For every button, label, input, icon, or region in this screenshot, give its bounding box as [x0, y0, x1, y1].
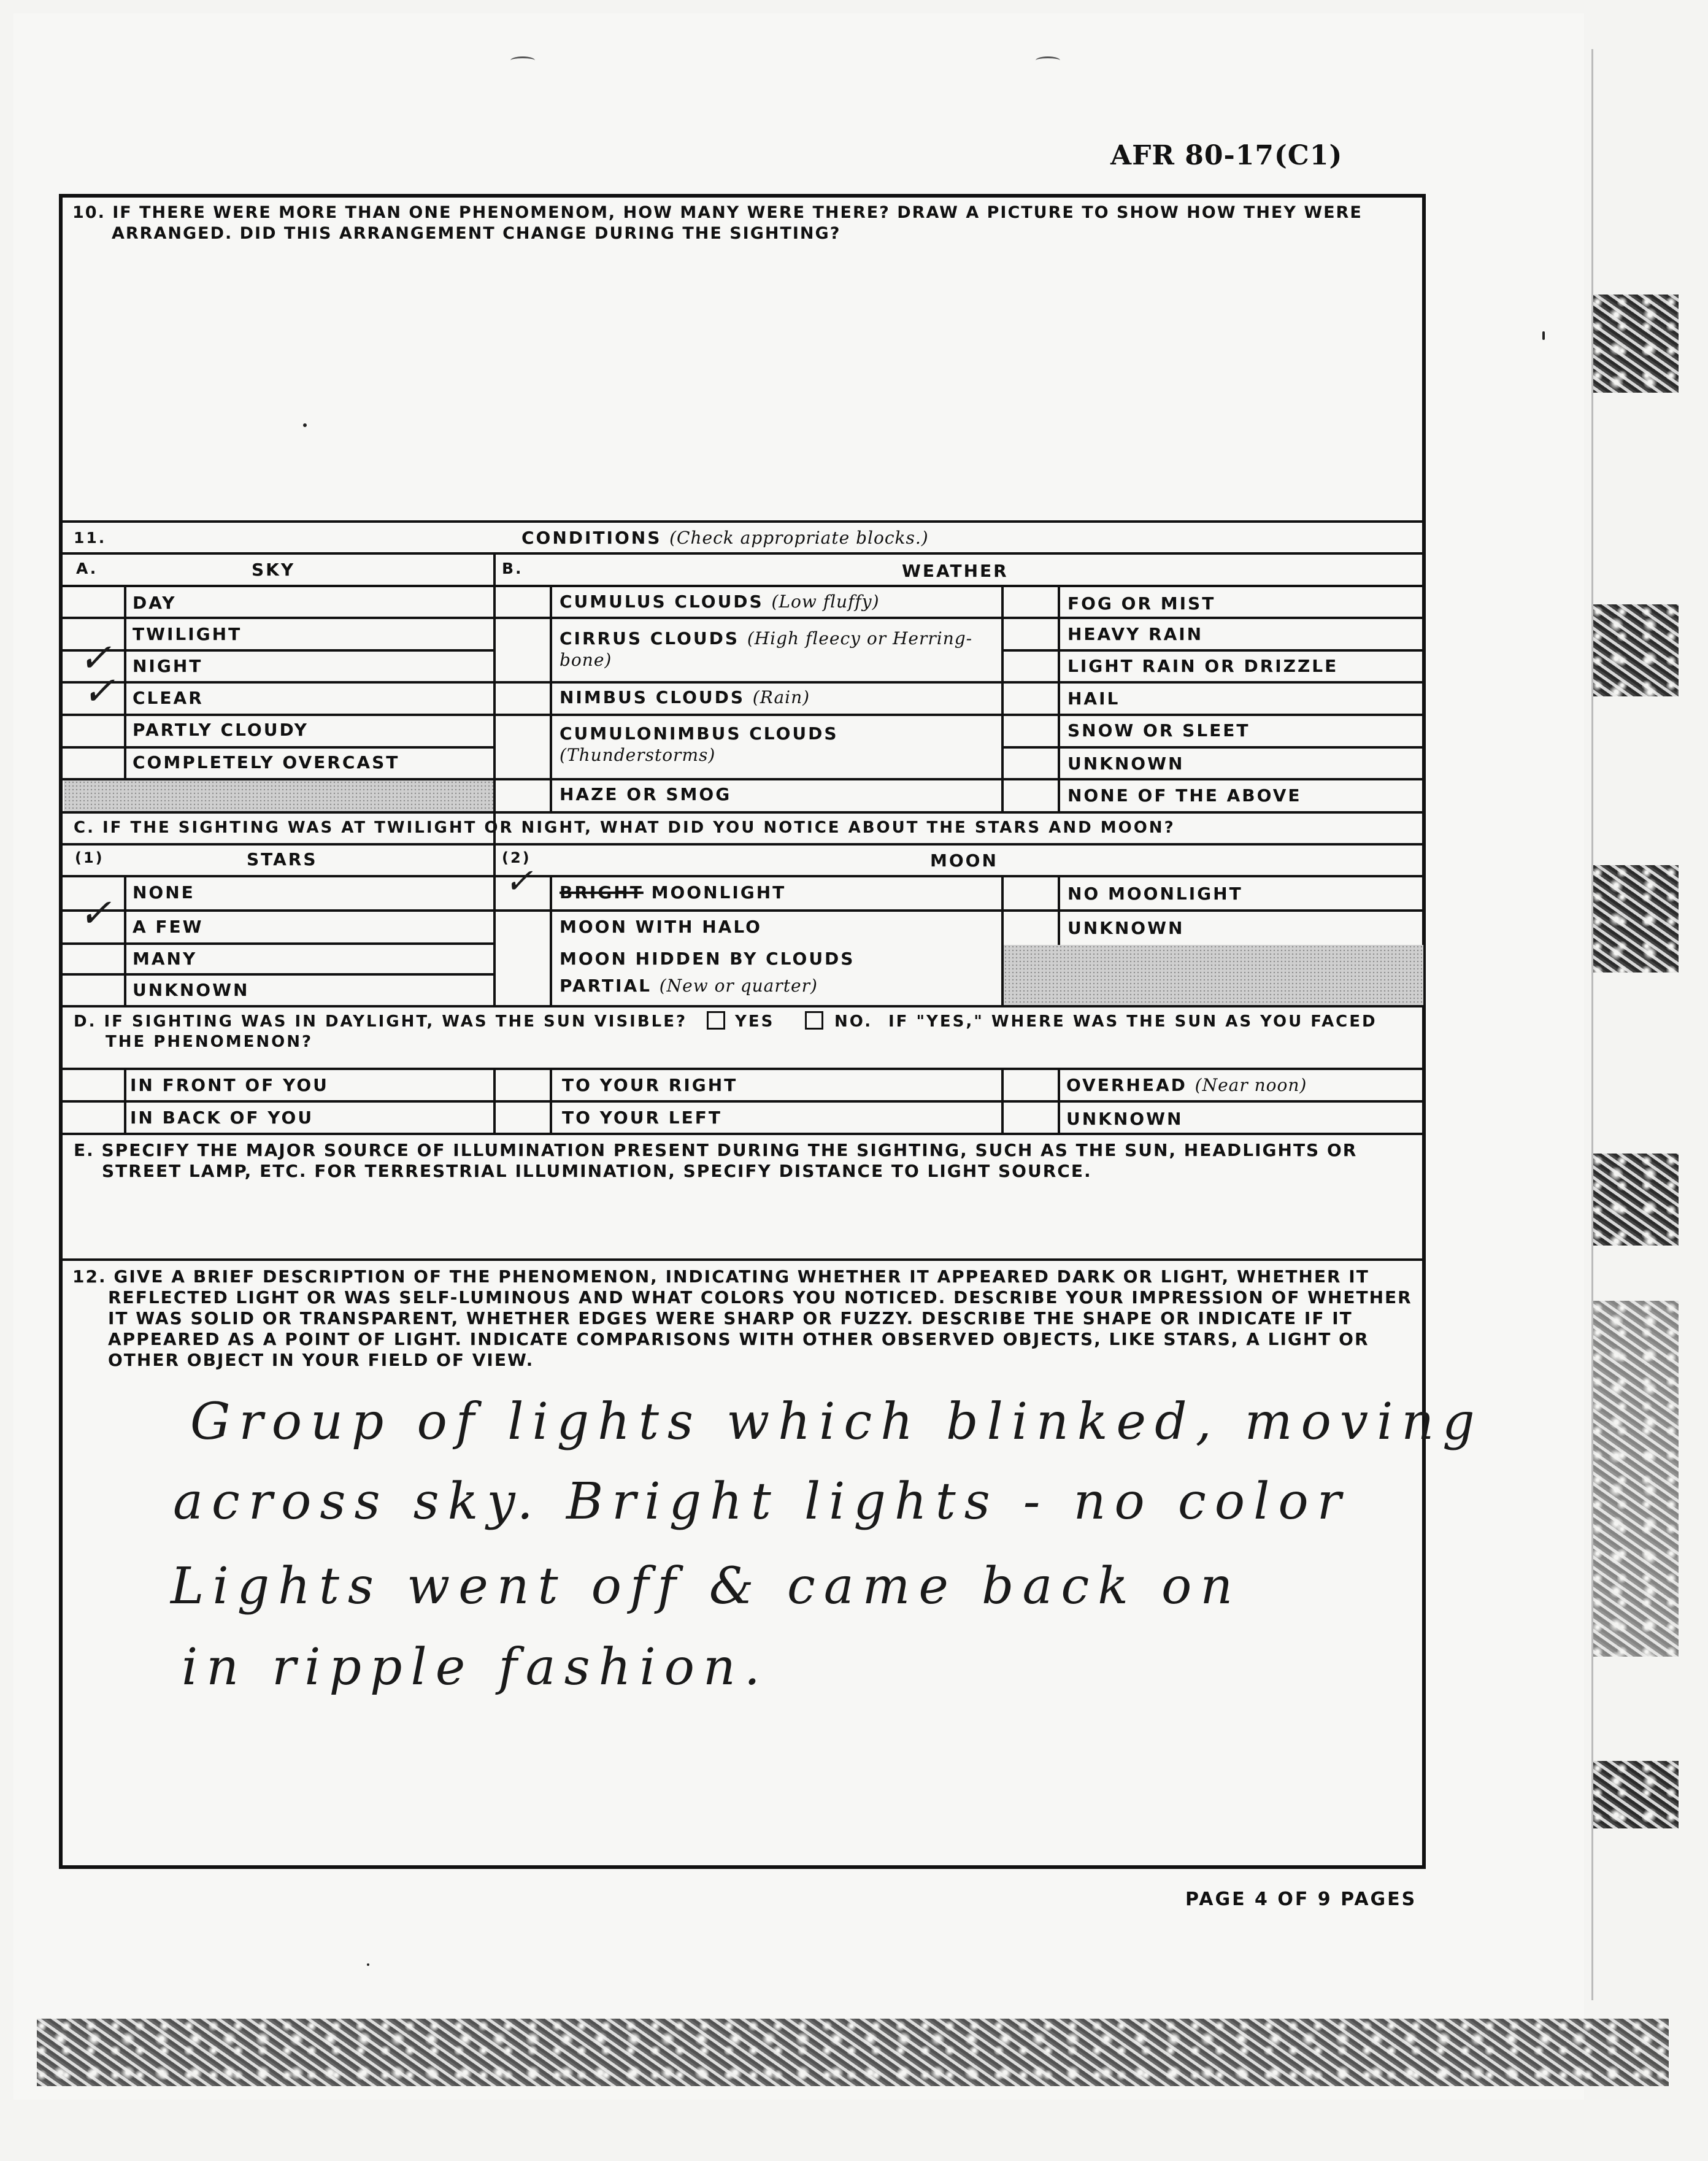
rule: [61, 552, 1423, 555]
moon-no-moonlight: NO MOONLIGHT: [1068, 884, 1243, 904]
moon-moonlight-label: MOONLIGHT: [651, 882, 787, 903]
rule: [61, 1133, 1423, 1135]
weather-cumulonimbus: CUMULONIMBUS CLOUDS: [560, 723, 839, 744]
q12-line-2: REFLECTED LIGHT OR WAS SELF-LUMINOUS AND WHAT COLORS YOU NOTICED. DESCRIBE YOUR IMPRESSION OF WHETHER: [108, 1287, 1412, 1308]
sun-no-label: NO.: [834, 1012, 873, 1031]
sky-clear: CLEAR: [133, 688, 204, 708]
q12-line-5: OTHER OBJECT IN YOUR FIELD OF VIEW.: [108, 1350, 534, 1370]
sky-letter: A.: [76, 560, 98, 577]
sun-in-back: IN BACK OF YOU: [130, 1107, 314, 1128]
rule: [550, 1068, 552, 1134]
weather-nimbus: [560, 687, 810, 707]
sun-overhead-note: (Near noon): [1194, 1075, 1307, 1095]
scan-speck: [1542, 331, 1545, 340]
rule: [61, 585, 1423, 587]
weather-heading: WEATHER: [902, 561, 1009, 581]
sky-completely-overcast: COMPLETELY OVERCAST: [133, 752, 400, 772]
sun-overhead-label: OVERHEAD: [1066, 1075, 1187, 1095]
form-frame: [59, 194, 1426, 1869]
rule: [1058, 585, 1060, 812]
weather-cirrus: [560, 628, 972, 649]
weather-fog: FOG OR MIST: [1068, 593, 1216, 614]
conditions-note: (Check appropriate blocks.): [669, 528, 929, 548]
rule: [124, 1068, 126, 1134]
weather-nimbus-label: NIMBUS CLOUDS: [560, 687, 745, 707]
form-code: AFR 80-17(C1): [1110, 140, 1343, 171]
q11-number: 11.: [74, 529, 107, 547]
shaded-block: [64, 780, 493, 811]
moon-heading: MOON: [930, 850, 998, 871]
rule: [61, 714, 1423, 716]
handwritten-answer-line-4: in ripple fashion.: [182, 1638, 769, 1697]
moon-moonlight-check[interactable]: ✓: [504, 861, 533, 901]
weather-light-rain: LIGHT RAIN OR DRIZZLE: [1068, 656, 1339, 676]
sun-to-left: TO YOUR LEFT: [562, 1107, 722, 1128]
scan-speck: [367, 1963, 369, 1966]
scan-edge-right: [1593, 865, 1679, 973]
scan-edge-line: [1591, 49, 1593, 2000]
rule: [61, 875, 1423, 877]
sun-in-front: IN FRONT OF YOU: [130, 1075, 329, 1095]
section-d-text-b: IF "YES," WHERE WAS THE SUN AS YOU FACED: [888, 1012, 1377, 1031]
section-e-text-2: STREET LAMP, ETC. FOR TERRESTRIAL ILLUMINATION, SPECIFY DISTANCE TO LIGHT SOURCE.: [102, 1161, 1092, 1181]
rule: [1002, 649, 1423, 652]
q10-text: 10. IF THERE WERE MORE THAN ONE PHENOMENOM, HOW MANY WERE THERE? DRAW A PICTURE TO SHOW HOW THEY WERE: [72, 203, 1363, 222]
sky-twilight: TWILIGHT: [133, 624, 242, 644]
moon-partial-note: (New or quarter): [659, 976, 818, 996]
moon-partial: [560, 976, 818, 996]
rule: [61, 1005, 1423, 1007]
rule: [124, 875, 126, 1005]
section-d-text-2: THE PHENOMENON?: [106, 1033, 314, 1051]
sky-night: NIGHT: [133, 656, 203, 676]
stars-number: (1): [75, 849, 104, 866]
section-d-text: D. IF SIGHTING WAS IN DAYLIGHT, WAS THE SUN VISIBLE?: [74, 1012, 688, 1031]
page-number: PAGE 4 OF 9 PAGES: [1185, 1889, 1417, 1910]
rule: [61, 1100, 1423, 1103]
moon-hidden: MOON HIDDEN BY CLOUDS: [560, 949, 855, 969]
rule: [61, 1258, 1423, 1261]
rule: [493, 552, 496, 1005]
moon-unknown: UNKNOWN: [1068, 918, 1185, 938]
rule: [1002, 746, 1423, 749]
stars-heading: STARS: [247, 849, 318, 869]
shaded-block: [1004, 945, 1423, 1005]
sky-day: DAY: [133, 593, 177, 613]
rule: [61, 617, 1423, 619]
stars-none: NONE: [133, 882, 195, 903]
rule: [550, 875, 552, 1005]
weather-letter: B.: [502, 560, 523, 577]
sun-no-checkbox[interactable]: [805, 1011, 823, 1030]
weather-nimbus-note: (Rain): [752, 687, 810, 707]
rule: [1001, 585, 1004, 812]
scan-edge-bottom: [37, 2019, 1669, 2086]
q12-line-1: 12. GIVE A BRIEF DESCRIPTION OF THE PHENOMENON, INDICATING WHETHER IT APPEARED DARK OR LIGHT, WHETHER IT: [72, 1266, 1369, 1287]
weather-cumulus-label: CUMULUS CLOUDS: [560, 591, 764, 612]
stars-many: MANY: [133, 949, 198, 969]
weather-cirrus-label: CIRRUS CLOUDS: [560, 628, 740, 649]
rule: [1001, 1068, 1004, 1134]
weather-cirrus-note: (High fleecy or Herring-: [747, 628, 973, 649]
handwritten-answer-line-3: Lights went off & came back on: [171, 1557, 1242, 1616]
handwritten-answer-line-1: Group of lights which blinked, moving: [190, 1393, 1483, 1451]
rule: [61, 1068, 1423, 1070]
stars-unknown: UNKNOWN: [133, 980, 250, 1000]
scan-edge-right: [1593, 1301, 1679, 1657]
conditions-title-text: CONDITIONS: [521, 528, 662, 548]
rule: [1058, 1068, 1060, 1134]
section-c-text: C. IF THE SIGHTING WAS AT TWILIGHT OR NIGHT, WHAT DID YOU NOTICE ABOUT THE STARS AND MOON?: [74, 819, 1175, 837]
weather-hail: HAIL: [1068, 688, 1120, 709]
conditions-title: [521, 528, 929, 548]
rule: [550, 585, 552, 812]
sun-unknown: UNKNOWN: [1066, 1109, 1183, 1129]
weather-unknown: UNKNOWN: [1068, 753, 1185, 774]
moon-bright-struck: BRIGHT: [560, 882, 644, 903]
moon-moonlight: [560, 882, 786, 903]
weather-cumulonimbus-note: (Thunderstorms): [560, 745, 716, 765]
weather-cumulus-note: (Low fluffy): [771, 591, 880, 612]
punch-hole: [510, 56, 535, 64]
rule: [493, 1068, 496, 1134]
weather-none: NONE OF THE ABOVE: [1068, 785, 1302, 806]
weather-haze: HAZE OR SMOG: [560, 784, 732, 804]
rule: [61, 909, 1423, 912]
punch-hole: [1036, 56, 1060, 64]
moon-partial-label: PARTIAL: [560, 976, 652, 996]
sun-overhead: [1066, 1075, 1307, 1095]
moon-halo: MOON WITH HALO: [560, 917, 762, 937]
sun-to-right: TO YOUR RIGHT: [562, 1075, 738, 1095]
rule: [61, 811, 1423, 814]
weather-snow: SNOW OR SLEET: [1068, 720, 1250, 741]
weather-cirrus-note-2: bone): [560, 650, 612, 670]
rule: [61, 520, 1423, 523]
weather-cumulus: [560, 591, 880, 612]
stars-a-few: A FEW: [133, 917, 204, 937]
sky-night-check[interactable]: ✓: [79, 636, 112, 681]
scan-edge-right: [1593, 295, 1679, 393]
moon-number: (2): [502, 849, 531, 866]
weather-heavy-rain: HEAVY RAIN: [1068, 624, 1204, 644]
rule: [61, 681, 1423, 684]
q12-line-3: IT WAS SOLID OR TRANSPARENT, WHETHER EDGES WERE SHARP OR FUZZY. DESCRIBE THE SHAPE OR INDICATE IF IT: [108, 1308, 1353, 1328]
scan-edge-right: [1593, 604, 1679, 696]
q12-line-4: APPEARED AS A POINT OF LIGHT. INDICATE COMPARISONS WITH OTHER OBSERVED OBJECTS, LIKE STARS, A LIGHT OR: [108, 1329, 1369, 1349]
section-e-text: E. SPECIFY THE MAJOR SOURCE OF ILLUMINATION PRESENT DURING THE SIGHTING, SUCH AS THE SUN, HEADLIGHTS OR: [74, 1140, 1358, 1160]
sky-partly-cloudy: PARTLY CLOUDY: [133, 720, 309, 740]
sun-yes-label: YES: [735, 1012, 775, 1031]
rule: [124, 585, 126, 812]
handwritten-answer-line-2: across sky. Bright lights - no color: [173, 1473, 1350, 1531]
scan-edge-right: [1593, 1761, 1679, 1828]
stars-a-few-check[interactable]: ✓: [79, 891, 112, 936]
q10-text-2: ARRANGED. DID THIS ARRANGEMENT CHANGE DURING THE SIGHTING?: [112, 224, 841, 243]
sun-yes-checkbox[interactable]: [707, 1011, 725, 1030]
sky-clear-check[interactable]: ✓: [82, 669, 115, 714]
sky-heading: SKY: [252, 560, 296, 580]
scan-edge-right: [1593, 1154, 1679, 1246]
rule: [61, 843, 1423, 846]
